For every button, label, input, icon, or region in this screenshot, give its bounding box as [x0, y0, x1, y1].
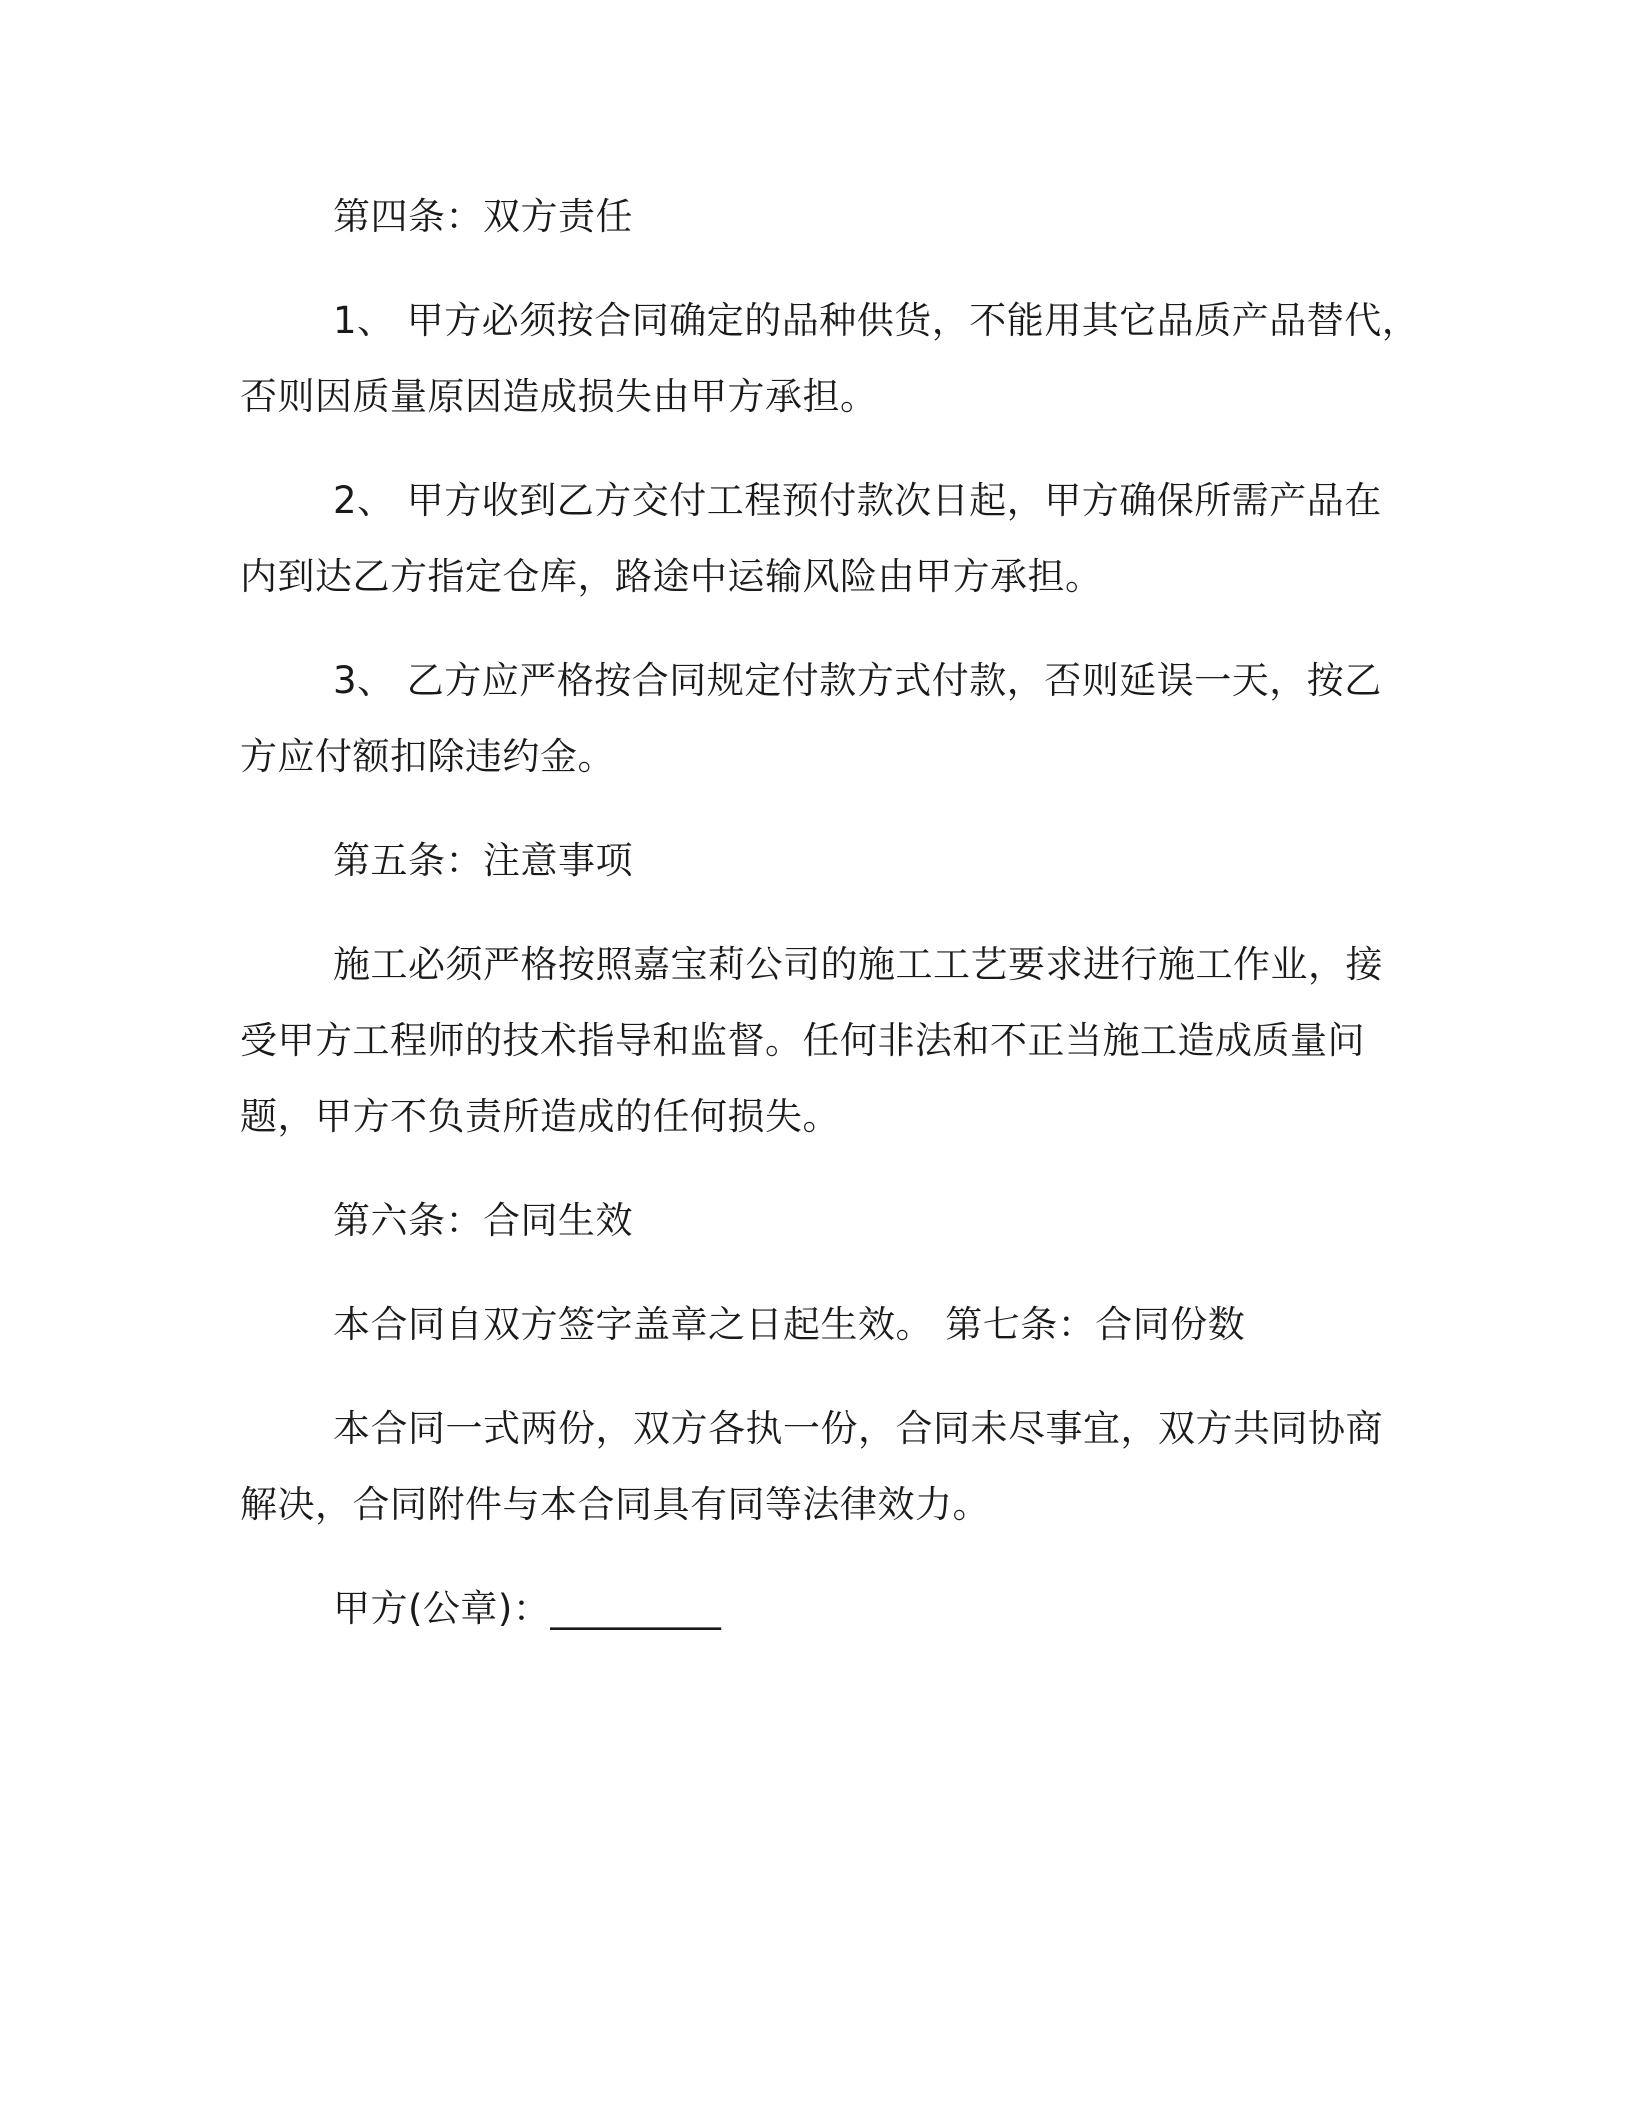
article-4-item-2-line-2: 内到达乙方指定仓库，路途中运输风险由甲方承担。: [240, 555, 1103, 598]
article-5-paragraph-line-1: 施工必须严格按照嘉宝莉公司的施工工艺要求进行施工作业，接: [333, 943, 1383, 986]
article-4-item-1-line-1: 1、 甲方必须按合同确定的品种供货，不能用其它品质产品替代，: [333, 299, 1420, 342]
article-5-heading: 第五条：注意事项: [333, 839, 633, 882]
article-7-paragraph-line-2: 解决，合同附件与本合同具有同等法律效力。: [240, 1483, 990, 1526]
party-a-seal-line: 甲方(公章)：_________: [333, 1587, 722, 1630]
article-5-paragraph-line-3: 题，甲方不负责所造成的任何损失。: [240, 1095, 840, 1138]
article-4-heading: 第四条：双方责任: [333, 195, 633, 238]
article-7-paragraph-line-1: 本合同一式两份，双方各执一份，合同未尽事宜，双方共同协商: [333, 1407, 1383, 1450]
article-4-item-3-line-2: 方应付额扣除违约金。: [240, 735, 615, 778]
article-4-item-2-line-1: 2、 甲方收到乙方交付工程预付款次日起，甲方确保所需产品在: [333, 479, 1382, 522]
article-5-paragraph-line-2: 受甲方工程师的技术指导和监督。任何非法和不正当施工造成质量问: [240, 1019, 1365, 1062]
article-6-and-7-line: 本合同自双方签字盖章之日起生效。 第七条：合同份数: [333, 1303, 1246, 1346]
article-6-heading: 第六条：合同生效: [333, 1199, 633, 1242]
article-4-item-3-line-1: 3、 乙方应严格按合同规定付款方式付款，否则延误一天，按乙: [333, 659, 1382, 702]
article-4-item-1-line-2: 否则因质量原因造成损失由甲方承担。: [240, 375, 878, 418]
